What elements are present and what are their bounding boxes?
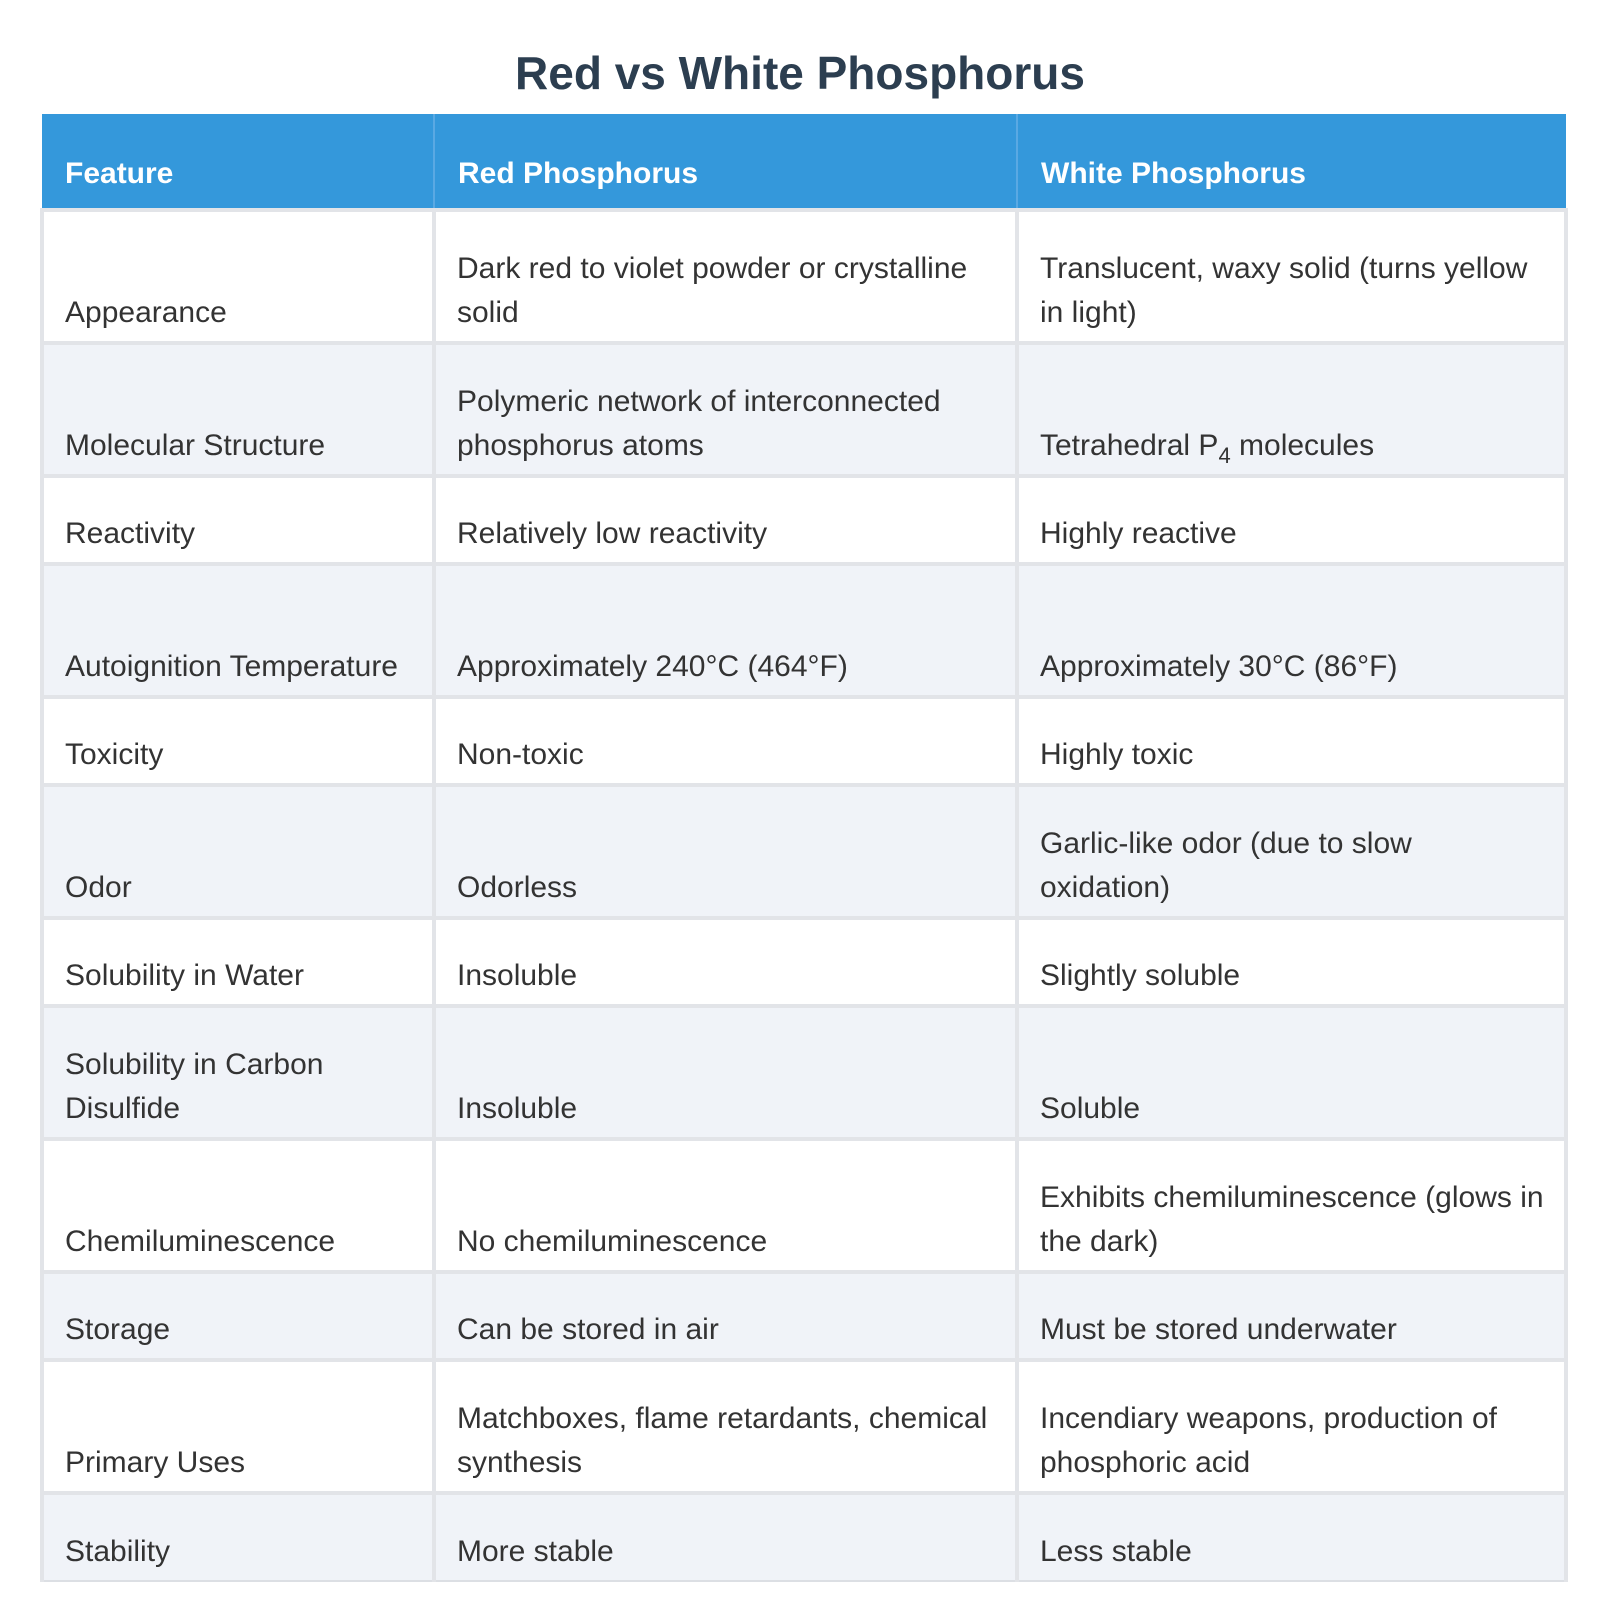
table-row bbox=[42, 1006, 1566, 1139]
feature-cell: Chemiluminescence bbox=[42, 1139, 434, 1272]
white-cell: Must be stored underwater bbox=[1017, 1272, 1566, 1360]
red-cell: Odorless bbox=[434, 785, 1017, 918]
column-header-feature: Feature bbox=[42, 114, 434, 210]
white-cell: Exhibits chemiluminescence (glows in the dark) bbox=[1017, 1139, 1566, 1272]
page-title: Red vs White Phosphorus bbox=[515, 47, 1085, 99]
table-row bbox=[42, 697, 1566, 785]
feature-cell: Odor bbox=[42, 785, 434, 918]
red-cell: Insoluble bbox=[434, 918, 1017, 1006]
feature-cell: Solubility in Water bbox=[42, 918, 434, 1006]
feature-cell: Toxicity bbox=[42, 697, 434, 785]
comparison-table bbox=[40, 114, 1568, 1582]
white-cell-text-suffix: molecules bbox=[1230, 429, 1375, 462]
table-row bbox=[42, 343, 1566, 476]
red-cell: More stable bbox=[434, 1493, 1017, 1581]
feature-cell: Primary Uses bbox=[42, 1360, 434, 1493]
white-cell: Translucent, waxy solid (turns yellow in light) bbox=[1017, 210, 1566, 343]
red-cell: No chemiluminescence bbox=[434, 1139, 1017, 1272]
subscript: 4 bbox=[1218, 443, 1231, 468]
red-cell: Insoluble bbox=[434, 1006, 1017, 1139]
table-row bbox=[42, 1360, 1566, 1493]
white-cell: Incendiary weapons, production of phosphoric acid bbox=[1017, 1360, 1566, 1493]
column-header-red-phosphorus: Red Phosphorus bbox=[434, 114, 1017, 210]
feature-cell: Appearance bbox=[42, 210, 434, 343]
white-cell: Less stable bbox=[1017, 1493, 1566, 1581]
white-cell: Highly toxic bbox=[1017, 697, 1566, 785]
feature-cell: Stability bbox=[42, 1493, 434, 1581]
white-cell: Highly reactive bbox=[1017, 476, 1566, 564]
white-cell: Approximately 30°C (86°F) bbox=[1017, 564, 1566, 697]
white-cell: Soluble bbox=[1017, 1006, 1566, 1139]
white-cell: Slightly soluble bbox=[1017, 918, 1566, 1006]
feature-cell: Autoignition Temperature bbox=[42, 564, 434, 697]
white-cell bbox=[1017, 343, 1566, 476]
table-header-row bbox=[42, 114, 1566, 210]
feature-cell: Storage bbox=[42, 1272, 434, 1360]
table-row bbox=[42, 476, 1566, 564]
table-row bbox=[42, 1493, 1566, 1581]
table-row bbox=[42, 210, 1566, 343]
feature-cell: Molecular Structure bbox=[42, 343, 434, 476]
red-cell: Can be stored in air bbox=[434, 1272, 1017, 1360]
feature-cell: Solubility in Carbon Disulfide bbox=[42, 1006, 434, 1139]
red-cell: Matchboxes, flame retardants, chemical synthesis bbox=[434, 1360, 1017, 1493]
feature-cell: Reactivity bbox=[42, 476, 434, 564]
white-cell-text: Tetrahedral P bbox=[1040, 429, 1219, 462]
table-row bbox=[42, 918, 1566, 1006]
table-row bbox=[42, 564, 1566, 697]
red-cell: Non-toxic bbox=[434, 697, 1017, 785]
red-cell: Approximately 240°C (464°F) bbox=[434, 564, 1017, 697]
column-header-white-phosphorus: White Phosphorus bbox=[1017, 114, 1566, 210]
red-cell: Relatively low reactivity bbox=[434, 476, 1017, 564]
table-row bbox=[42, 1139, 1566, 1272]
table-row bbox=[42, 1272, 1566, 1360]
table-row bbox=[42, 785, 1566, 918]
white-cell: Garlic-like odor (due to slow oxidation) bbox=[1017, 785, 1566, 918]
red-cell: Dark red to violet powder or crystalline solid bbox=[434, 210, 1017, 343]
red-cell: Polymeric network of interconnected phosphorus atoms bbox=[434, 343, 1017, 476]
